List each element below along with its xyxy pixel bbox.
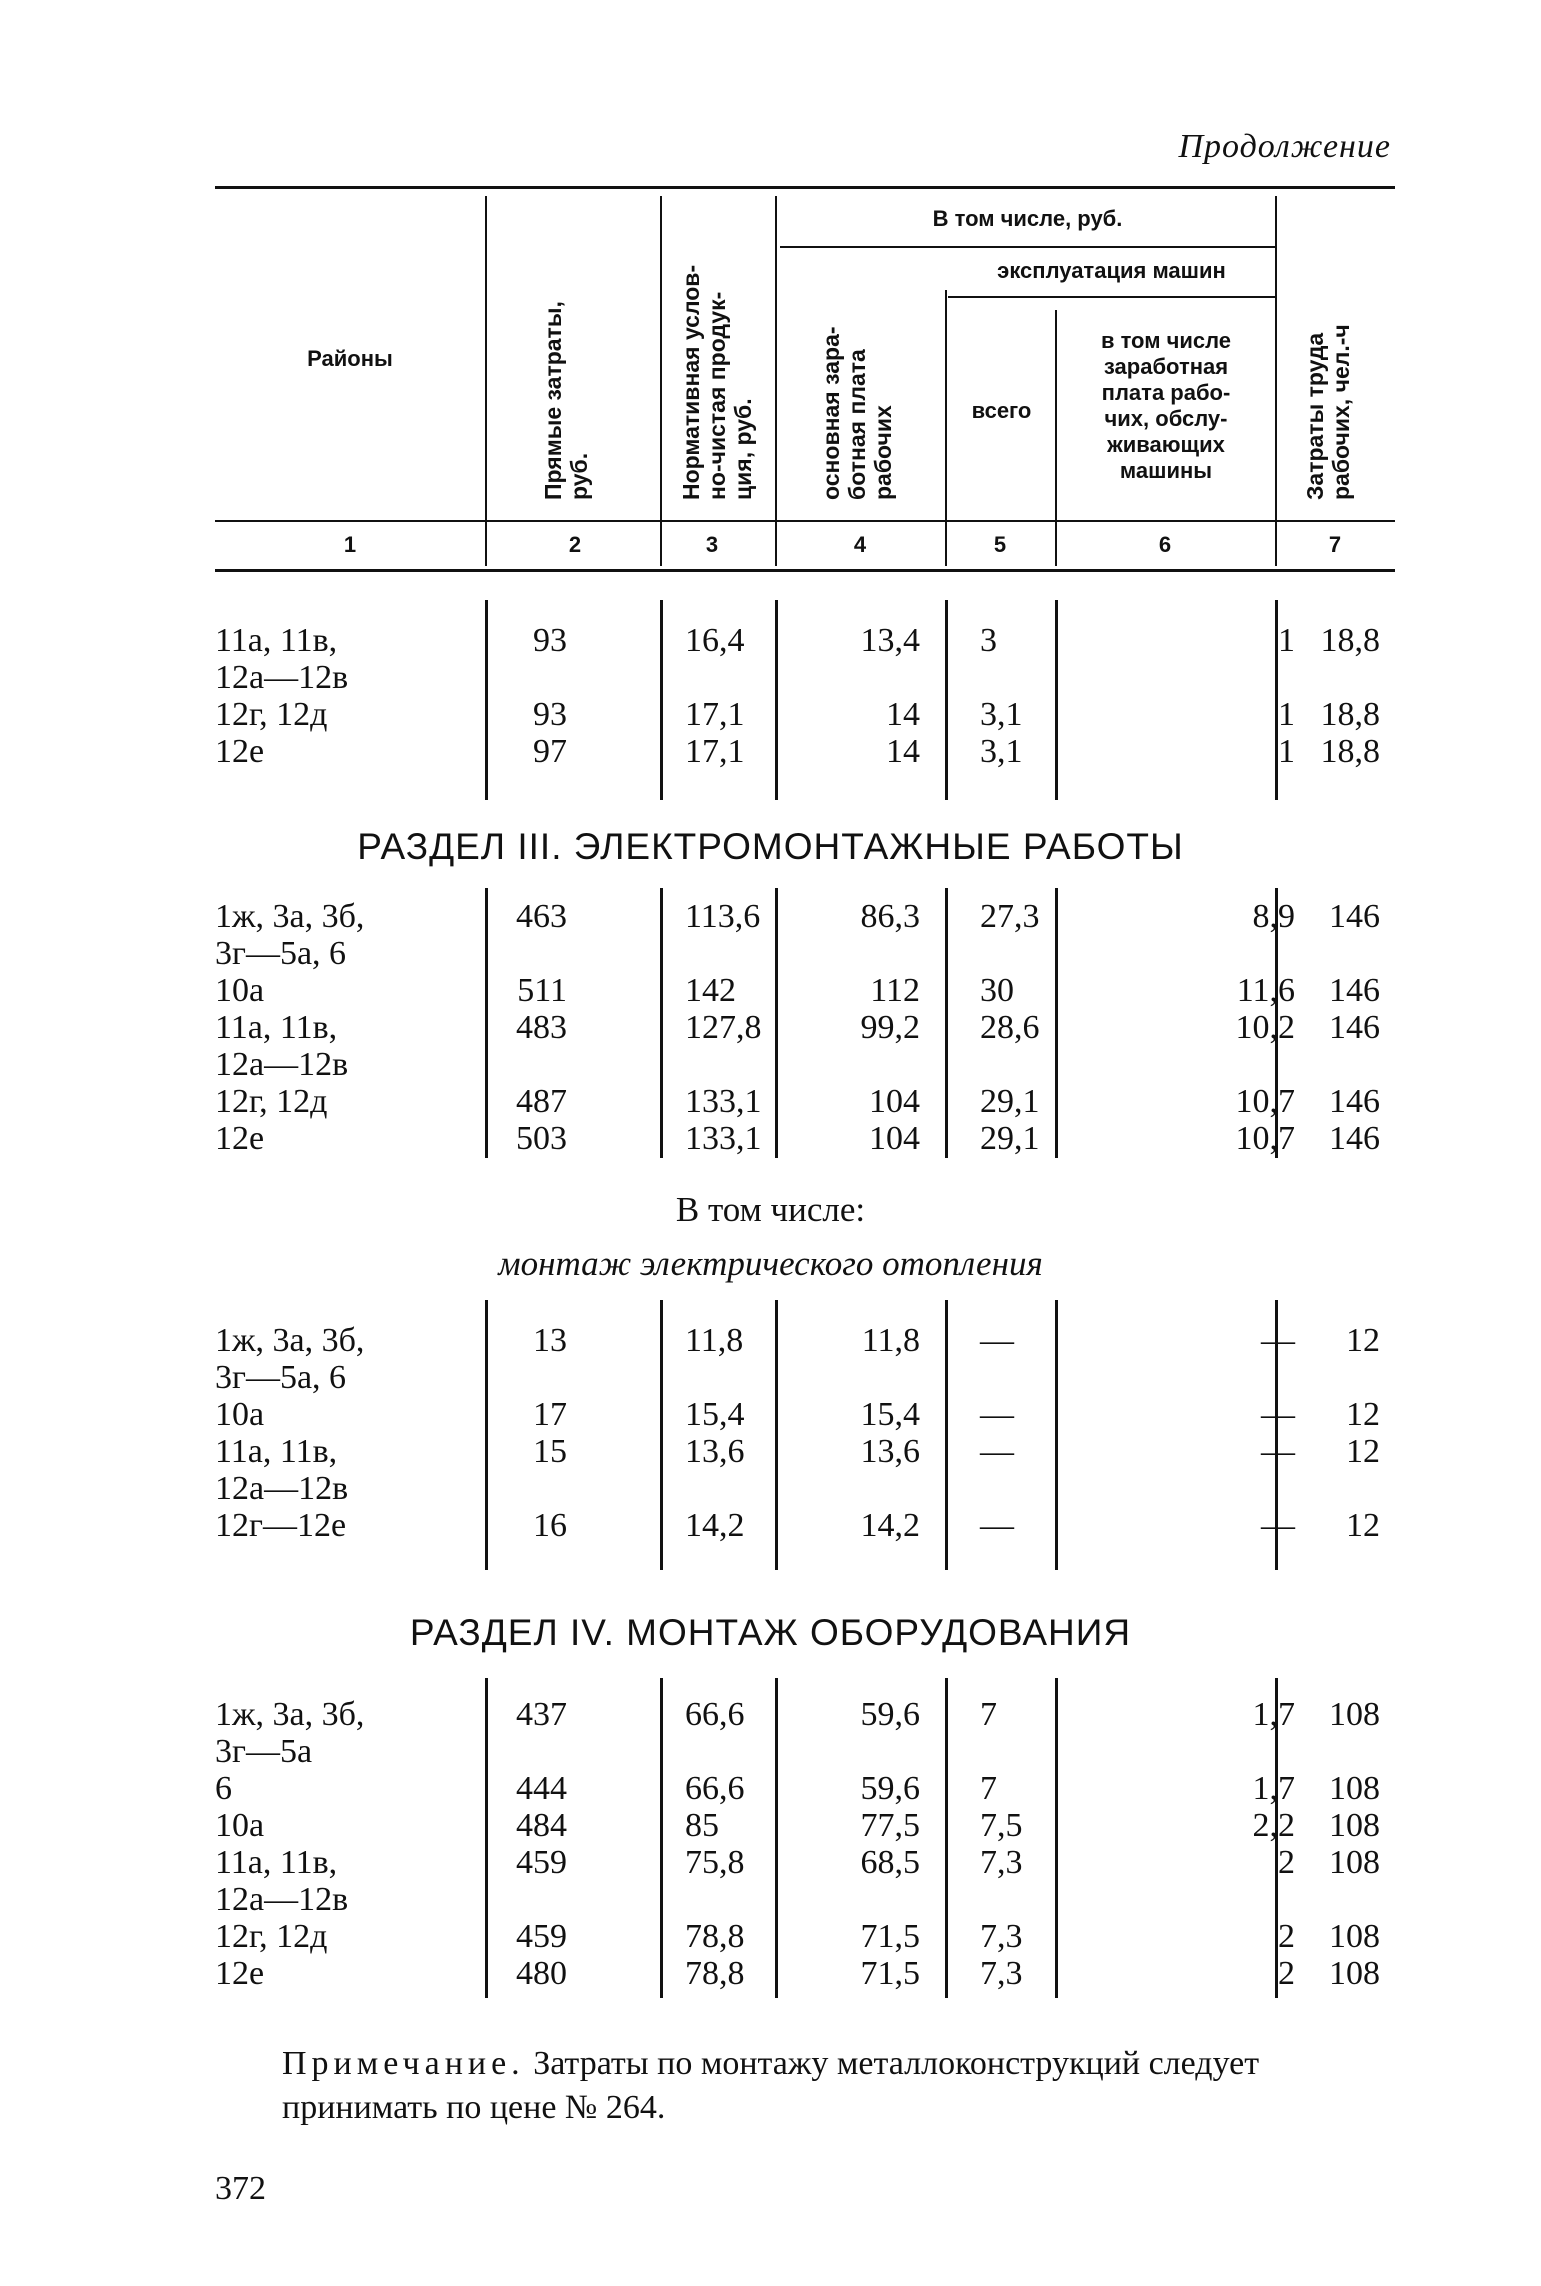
- table-cell-c5: 7,3: [980, 1844, 1023, 1881]
- table-cell-c1: 12а—12в: [215, 1470, 349, 1507]
- header-col4-base-wages: основная зара- ботная плата рабочих: [818, 326, 896, 500]
- header-top-rule: [215, 186, 1395, 189]
- table-cell-c6: 1,7: [1252, 1770, 1295, 1807]
- column-rule: [775, 888, 778, 1158]
- table-cell-c1: 11а, 11в,: [215, 622, 338, 659]
- table-block-section-3: [215, 888, 1395, 1158]
- column-rule: [775, 1300, 778, 1570]
- table-cell-c5: —: [980, 1433, 1014, 1470]
- table-cell-c4: 71,5: [860, 1918, 920, 1955]
- table-cell-c4: 59,6: [860, 1770, 920, 1807]
- table-cell-c5: 29,1: [980, 1083, 1040, 1120]
- table-cell-c2: 480: [516, 1955, 567, 1992]
- header-subgroup-machines: эксплуатация машин: [997, 258, 1226, 283]
- table-cell-c1: 10а: [215, 1396, 265, 1433]
- table-cell-c4: 11,8: [861, 1322, 920, 1359]
- table-cell-c2: 503: [516, 1120, 567, 1157]
- column-rule: [775, 600, 778, 800]
- table-cell-c1: 11а, 11в,: [215, 1009, 338, 1046]
- table-cell-c5: 7,3: [980, 1955, 1023, 1992]
- table-cell-c7: 146: [1329, 1120, 1380, 1157]
- table-cell-c5: 3: [980, 622, 997, 659]
- table-cell-c3: 14,2: [685, 1507, 745, 1544]
- table-cell-c6: —: [1261, 1396, 1295, 1433]
- table-cell-c3: 133,1: [685, 1120, 762, 1157]
- table-cell-c7: 146: [1329, 972, 1380, 1009]
- column-rule: [660, 888, 663, 1158]
- column-rule: [1055, 1300, 1058, 1570]
- table-cell-c1: 12а—12в: [215, 1046, 349, 1083]
- table-cell-c7: 12: [1346, 1507, 1380, 1544]
- section-4-title: РАЗДЕЛ IV. МОНТАЖ ОБОРУДОВАНИЯ: [409, 1612, 1132, 1653]
- table-cell-c1: 12г—12е: [215, 1507, 347, 1544]
- table-cell-c6: 2: [1278, 1955, 1295, 1992]
- table-cell-c6: 1,7: [1252, 1696, 1295, 1733]
- table-cell-c2: 487: [516, 1083, 567, 1120]
- table-block-section-4: [215, 1678, 1395, 1998]
- column-rule: [660, 600, 663, 800]
- column-number: 2: [568, 532, 582, 557]
- table-cell-c7: 146: [1329, 1083, 1380, 1120]
- table-cell-c7: 108: [1329, 1844, 1380, 1881]
- table-cell-c7: 18,8: [1320, 622, 1380, 659]
- column-rule: [660, 1300, 663, 1570]
- table-cell-c6: 2: [1278, 1844, 1295, 1881]
- table-cell-c6: 10,7: [1235, 1120, 1295, 1157]
- table-cell-c2: 437: [516, 1696, 567, 1733]
- header-col3-net-product: Нормативная услов- но-чистая продук- ция, руб.: [678, 264, 756, 500]
- table-cell-c4: 13,6: [860, 1433, 920, 1470]
- table-cell-c5: 28,6: [980, 1009, 1040, 1046]
- table-cell-c1: 12е: [215, 1955, 265, 1992]
- table-cell-c2: 16: [533, 1507, 567, 1544]
- table-cell-c7: 108: [1329, 1918, 1380, 1955]
- table-cell-c6: 2: [1278, 1918, 1295, 1955]
- column-number: 4: [853, 532, 867, 557]
- header-mid-rule: [215, 520, 1395, 522]
- table-cell-c5: 30: [980, 972, 1014, 1009]
- table-cell-c1: 10а: [215, 972, 265, 1009]
- table-cell-c7: 108: [1329, 1770, 1380, 1807]
- table-cell-c1: 12а—12в: [215, 659, 349, 696]
- table-cell-c2: 484: [516, 1807, 567, 1844]
- table-cell-c6: 1: [1278, 733, 1295, 770]
- header-col2-direct-costs: Прямые затраты, руб.: [540, 301, 592, 500]
- table-cell-c1: 1ж, 3а, 3б,: [215, 1322, 365, 1359]
- table-cell-c3: 78,8: [685, 1955, 745, 1992]
- table-cell-c4: 14,2: [860, 1507, 920, 1544]
- table-cell-c7: 146: [1329, 1009, 1380, 1046]
- header-vline: [660, 196, 662, 566]
- table-cell-c7: 108: [1329, 1807, 1380, 1844]
- column-rule: [775, 1678, 778, 1998]
- page-number: 372: [215, 2170, 266, 2207]
- table-cell-c4: 112: [870, 972, 920, 1009]
- table-cell-c3: 66,6: [685, 1770, 745, 1807]
- table-cell-c3: 78,8: [685, 1918, 745, 1955]
- table-cell-c1: 3г—5а, 6: [215, 935, 347, 972]
- table-cell-c5: 29,1: [980, 1120, 1040, 1157]
- table-cell-c3: 142: [685, 972, 736, 1009]
- table-cell-c3: 133,1: [685, 1083, 762, 1120]
- table-cell-c1: 12е: [215, 1120, 265, 1157]
- table-cell-c1: 12а—12в: [215, 1881, 349, 1918]
- table-cell-c4: 104: [869, 1120, 920, 1157]
- table-cell-c1: 3г—5а: [215, 1733, 313, 1770]
- table-cell-c1: 12г, 12д: [215, 1918, 328, 1955]
- table-cell-c7: 108: [1329, 1696, 1380, 1733]
- section-3-title: РАЗДЕЛ III. ЭЛЕКТРОМОНТАЖНЫЕ РАБОТЫ: [357, 826, 1184, 867]
- table-cell-c4: 86,3: [860, 898, 920, 935]
- table-cell-c1: 11а, 11в,: [215, 1844, 338, 1881]
- continued-label: Продолжение: [1178, 128, 1391, 165]
- table-cell-c5: —: [980, 1322, 1014, 1359]
- table-cell-c4: 14: [886, 733, 920, 770]
- table-cell-c6: 11,6: [1236, 972, 1295, 1009]
- table-cell-c4: 71,5: [860, 1955, 920, 1992]
- table-cell-c7: 146: [1329, 898, 1380, 935]
- table-cell-c2: 463: [516, 898, 567, 935]
- header-col5-total: всего: [971, 398, 1032, 423]
- column-rule: [945, 888, 948, 1158]
- table-cell-c2: 511: [517, 972, 567, 1009]
- header-vline: [485, 196, 487, 566]
- table-cell-c2: 93: [533, 622, 567, 659]
- table-cell-c5: 7,3: [980, 1918, 1023, 1955]
- table-cell-c3: 11,8: [685, 1322, 744, 1359]
- table-cell-c1: 11а, 11в,: [215, 1433, 338, 1470]
- table-cell-c6: —: [1261, 1433, 1295, 1470]
- subsection-title: монтаж электрического отопления: [498, 1244, 1043, 1283]
- table-cell-c1: 12е: [215, 733, 265, 770]
- footnote-text: Затраты по монтажу металлоконструкций следует принимать по цене № 264.: [282, 2045, 1260, 2126]
- table-cell-c7: 108: [1329, 1955, 1380, 1992]
- table-cell-c2: 13: [533, 1322, 567, 1359]
- column-rule: [945, 1300, 948, 1570]
- table-cell-c7: 12: [1346, 1396, 1380, 1433]
- header-vline: [945, 290, 947, 566]
- table-cell-c3: 17,1: [685, 696, 745, 733]
- table-cell-c3: 113,6: [685, 898, 761, 935]
- header-bottom-rule: [215, 569, 1395, 572]
- table-cell-c3: 127,8: [685, 1009, 762, 1046]
- table-cell-c4: 15,4: [860, 1396, 920, 1433]
- subgroup-rule: [948, 296, 1275, 298]
- table-cell-c1: 1ж, 3а, 3б,: [215, 898, 365, 935]
- table-cell-c5: 3,1: [980, 733, 1023, 770]
- column-rule: [945, 600, 948, 800]
- table-block-subsection: [215, 1300, 1395, 1570]
- table-cell-c1: 3г—5а, 6: [215, 1359, 347, 1396]
- table-cell-c3: 75,8: [685, 1844, 745, 1881]
- column-rule: [945, 1678, 948, 1998]
- table-cell-c2: 459: [516, 1844, 567, 1881]
- column-number: 3: [705, 532, 719, 557]
- table-cell-c5: —: [980, 1396, 1014, 1433]
- table-cell-c5: 3,1: [980, 696, 1023, 733]
- table-cell-c4: 14: [886, 696, 920, 733]
- column-number: 1: [343, 532, 357, 557]
- table-cell-c3: 15,4: [685, 1396, 745, 1433]
- table-block-continued: [215, 600, 1395, 800]
- table-cell-c6: —: [1261, 1507, 1295, 1544]
- table-cell-c6: 10,2: [1235, 1009, 1295, 1046]
- table-cell-c6: —: [1261, 1322, 1295, 1359]
- table-cell-c3: 66,6: [685, 1696, 745, 1733]
- table-cell-c5: —: [980, 1507, 1014, 1544]
- header-vline: [775, 196, 777, 566]
- including-label: В том числе:: [675, 1190, 866, 1229]
- table-cell-c7: 18,8: [1320, 696, 1380, 733]
- table-cell-c2: 483: [516, 1009, 567, 1046]
- table-cell-c6: 8,9: [1252, 898, 1295, 935]
- table-cell-c7: 12: [1346, 1433, 1380, 1470]
- table-cell-c4: 59,6: [860, 1696, 920, 1733]
- column-rule: [1055, 888, 1058, 1158]
- table-cell-c2: 459: [516, 1918, 567, 1955]
- table-cell-c1: 12г, 12д: [215, 1083, 328, 1120]
- table-cell-c5: 7: [980, 1696, 997, 1733]
- table-cell-c4: 68,5: [860, 1844, 920, 1881]
- table-cell-c3: 17,1: [685, 733, 745, 770]
- table-cell-c4: 13,4: [860, 622, 920, 659]
- header-col1-districts: Районы: [307, 346, 393, 371]
- header-col7-labour: Затраты труда рабочих, чел.-ч: [1302, 324, 1354, 500]
- column-number: 6: [1158, 532, 1172, 557]
- table-cell-c3: 16,4: [685, 622, 745, 659]
- table-cell-c5: 7,5: [980, 1807, 1023, 1844]
- column-rule: [660, 1678, 663, 1998]
- table-cell-c2: 93: [533, 696, 567, 733]
- table-cell-c4: 99,2: [860, 1009, 920, 1046]
- header-group-including: В том числе, руб.: [932, 206, 1123, 231]
- column-rule: [1055, 600, 1058, 800]
- table-cell-c3: 13,6: [685, 1433, 745, 1470]
- table-cell-c4: 77,5: [860, 1807, 920, 1844]
- table-cell-c7: 12: [1346, 1322, 1380, 1359]
- table-cell-c1: 10а: [215, 1807, 265, 1844]
- table-cell-c2: 17: [533, 1396, 567, 1433]
- table-cell-c2: 444: [516, 1770, 567, 1807]
- table-cell-c2: 97: [533, 733, 567, 770]
- table-cell-c6: 1: [1278, 622, 1295, 659]
- footnote-label: Примечание.: [282, 2045, 525, 2082]
- table-cell-c6: 10,7: [1235, 1083, 1295, 1120]
- column-number: 5: [993, 532, 1007, 557]
- group-rule: [780, 246, 1275, 248]
- table-cell-c6: 2,2: [1252, 1807, 1295, 1844]
- table-cell-c5: 27,3: [980, 898, 1040, 935]
- footnote: [282, 2042, 1397, 2130]
- table-cell-c1: 1ж, 3а, 3б,: [215, 1696, 365, 1733]
- header-col6-machine-wages: в том числе заработная плата рабо- чих, обслу- живающих машины: [1100, 328, 1232, 483]
- table-cell-c4: 104: [869, 1083, 920, 1120]
- table-cell-c7: 18,8: [1320, 733, 1380, 770]
- column-rule: [1055, 1678, 1058, 1998]
- header-vline: [1275, 196, 1277, 566]
- table-cell-c3: 85: [685, 1807, 719, 1844]
- table-cell-c2: 15: [533, 1433, 567, 1470]
- table-cell-c5: 7: [980, 1770, 997, 1807]
- table-cell-c1: 6: [215, 1770, 232, 1807]
- column-number: 7: [1328, 532, 1342, 557]
- table-cell-c6: 1: [1278, 696, 1295, 733]
- table-cell-c1: 12г, 12д: [215, 696, 328, 733]
